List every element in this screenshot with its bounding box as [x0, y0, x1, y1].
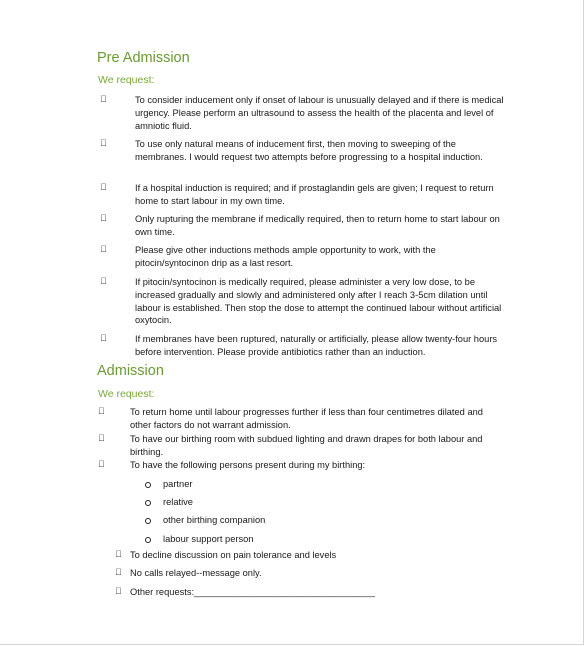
apple-icon — [115, 585, 122, 597]
apple-icon — [98, 405, 105, 417]
apple-icon — [115, 548, 122, 560]
apple-icon — [98, 432, 105, 444]
apple-icon — [100, 137, 107, 149]
circle-icon — [145, 518, 151, 524]
apple-icon — [100, 181, 107, 193]
admission-heading: Admission — [97, 363, 164, 379]
apple-icon — [100, 243, 107, 255]
apple-icon — [98, 458, 105, 470]
apple-icon — [100, 332, 107, 344]
pre-admission-heading: Pre Admission — [97, 50, 190, 66]
circle-icon — [145, 537, 151, 543]
apple-icon — [100, 93, 107, 105]
apple-icon — [115, 566, 122, 578]
pre-admission-we-request: We request: — [98, 74, 155, 86]
circle-icon — [145, 482, 151, 488]
circle-icon — [145, 500, 151, 506]
apple-icon — [100, 212, 107, 224]
admission-we-request: We request: — [98, 388, 155, 400]
apple-icon — [100, 275, 107, 287]
